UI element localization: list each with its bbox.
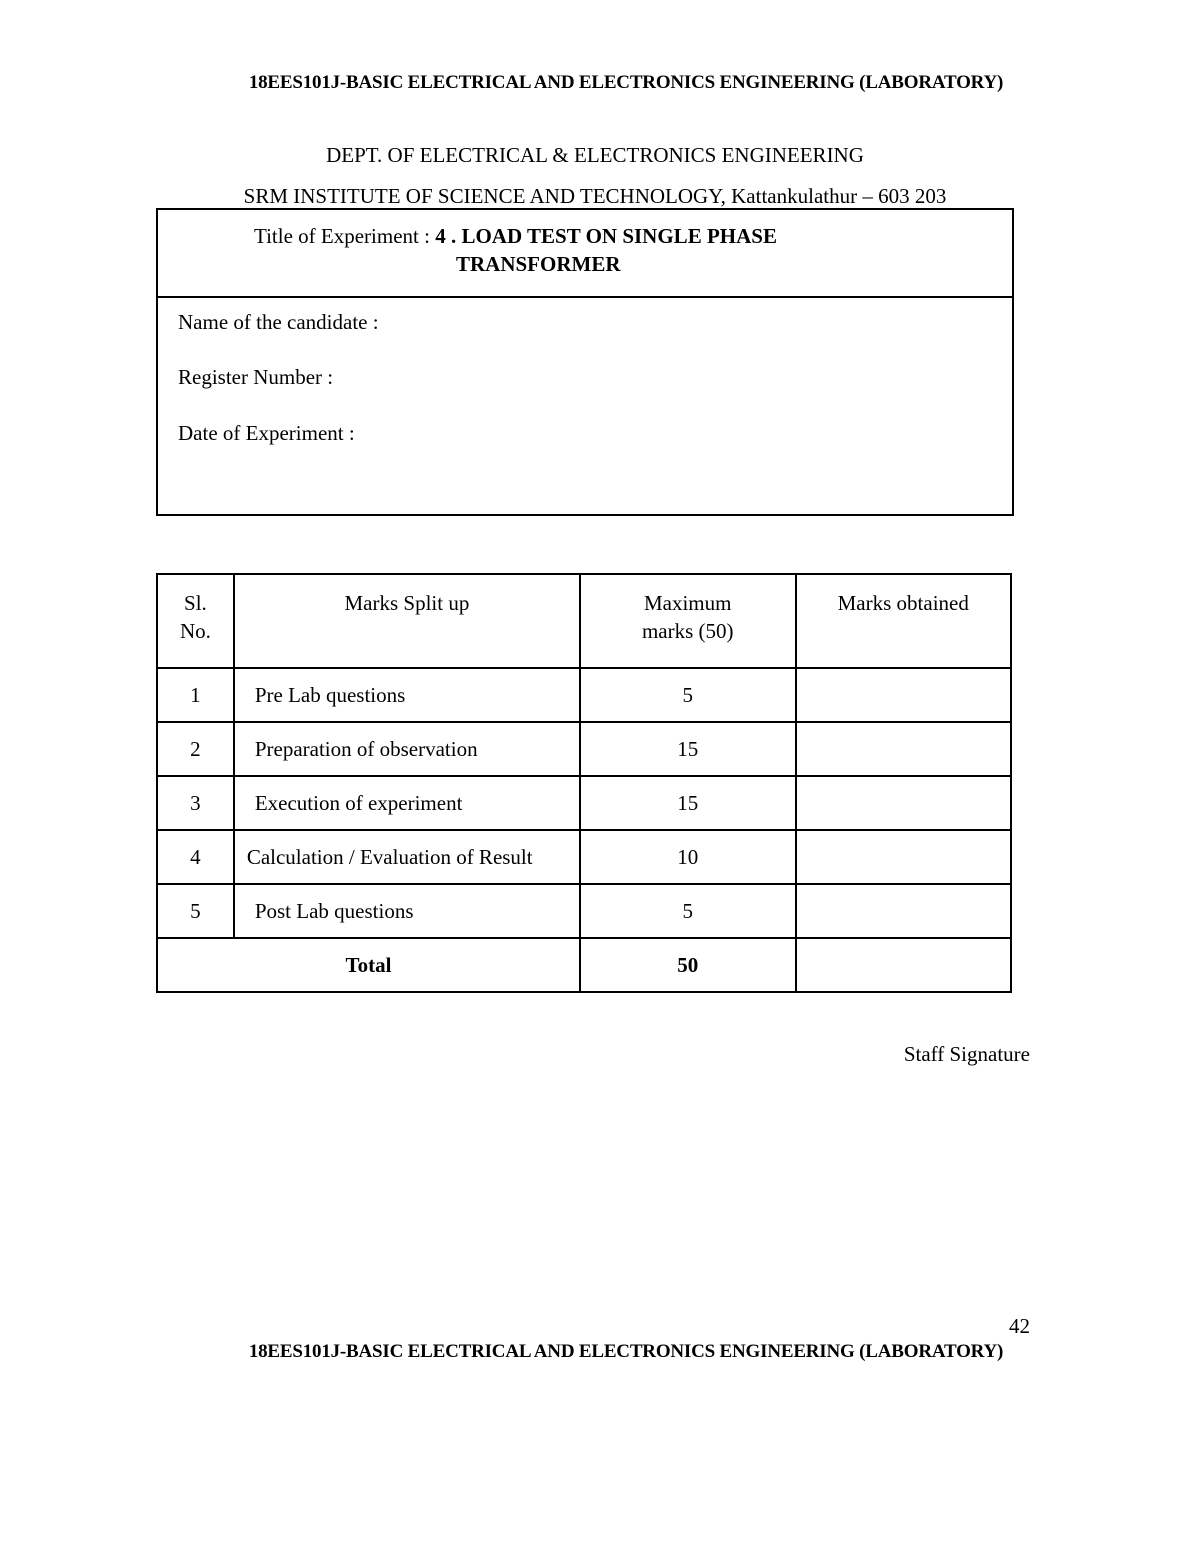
experiment-info-box (156, 208, 1014, 516)
row-obtained (796, 668, 1012, 722)
header-marks-obtained: Marks obtained (796, 574, 1012, 668)
experiment-title-label: Title of Experiment : (254, 224, 436, 248)
row-max: 5 (580, 884, 796, 938)
register-number-label: Register Number : (178, 365, 334, 389)
row-max: 15 (580, 776, 796, 830)
table-row (157, 830, 1011, 884)
candidate-name-label: Name of the candidate : (178, 310, 379, 334)
row-sl: 1 (157, 668, 234, 722)
institute-line: SRM INSTITUTE OF SCIENCE AND TECHNOLOGY, Kattankulathur – 603 203 (243, 184, 947, 208)
table-total-row (157, 938, 1011, 992)
table-row (157, 668, 1011, 722)
row-obtained (796, 884, 1012, 938)
row-sl: 3 (157, 776, 234, 830)
header-sl-no: Sl. No. (157, 574, 234, 668)
row-max: 5 (580, 668, 796, 722)
row-obtained (796, 776, 1012, 830)
table-header-row (157, 574, 1011, 668)
row-item: Execution of experiment (234, 776, 580, 830)
row-item: Post Lab questions (234, 884, 580, 938)
department-line: DEPT. OF ELECTRICAL & ELECTRONICS ENGINEERING (326, 143, 864, 167)
experiment-title: 4 . LOAD TEST ON SINGLE PHASE (435, 224, 777, 248)
row-item: Pre Lab questions (234, 668, 580, 722)
row-sl: 5 (157, 884, 234, 938)
page-footer: 18EES101J-BASIC ELECTRICAL AND ELECTRONICS ENGINEERING (LABORATORY) (248, 1341, 1004, 1362)
marks-table (156, 573, 1012, 993)
row-item: Calculation / Evaluation of Result (234, 830, 580, 884)
row-item: Preparation of observation (234, 722, 580, 776)
header-max-marks: Maximum marks (50) (580, 574, 796, 668)
header-marks-split: Marks Split up (234, 574, 580, 668)
page-header: 18EES101J-BASIC ELECTRICAL AND ELECTRONICS ENGINEERING (LABORATORY) (248, 72, 1004, 93)
row-obtained (796, 830, 1012, 884)
total-max: 50 (580, 938, 796, 992)
row-sl: 2 (157, 722, 234, 776)
experiment-title-line1 (254, 224, 777, 249)
table-row (157, 722, 1011, 776)
table-row (157, 884, 1011, 938)
total-label: Total (157, 938, 580, 992)
row-max: 15 (580, 722, 796, 776)
row-max: 10 (580, 830, 796, 884)
page-number: 42 (1009, 1314, 1030, 1338)
row-sl: 4 (157, 830, 234, 884)
total-obtained (796, 938, 1012, 992)
staff-signature-label: Staff Signature (903, 1042, 1030, 1066)
row-obtained (796, 722, 1012, 776)
experiment-date-label: Date of Experiment : (178, 421, 355, 445)
experiment-title-row (158, 210, 1012, 298)
experiment-title-line2: TRANSFORMER (456, 252, 621, 276)
table-row (157, 776, 1011, 830)
